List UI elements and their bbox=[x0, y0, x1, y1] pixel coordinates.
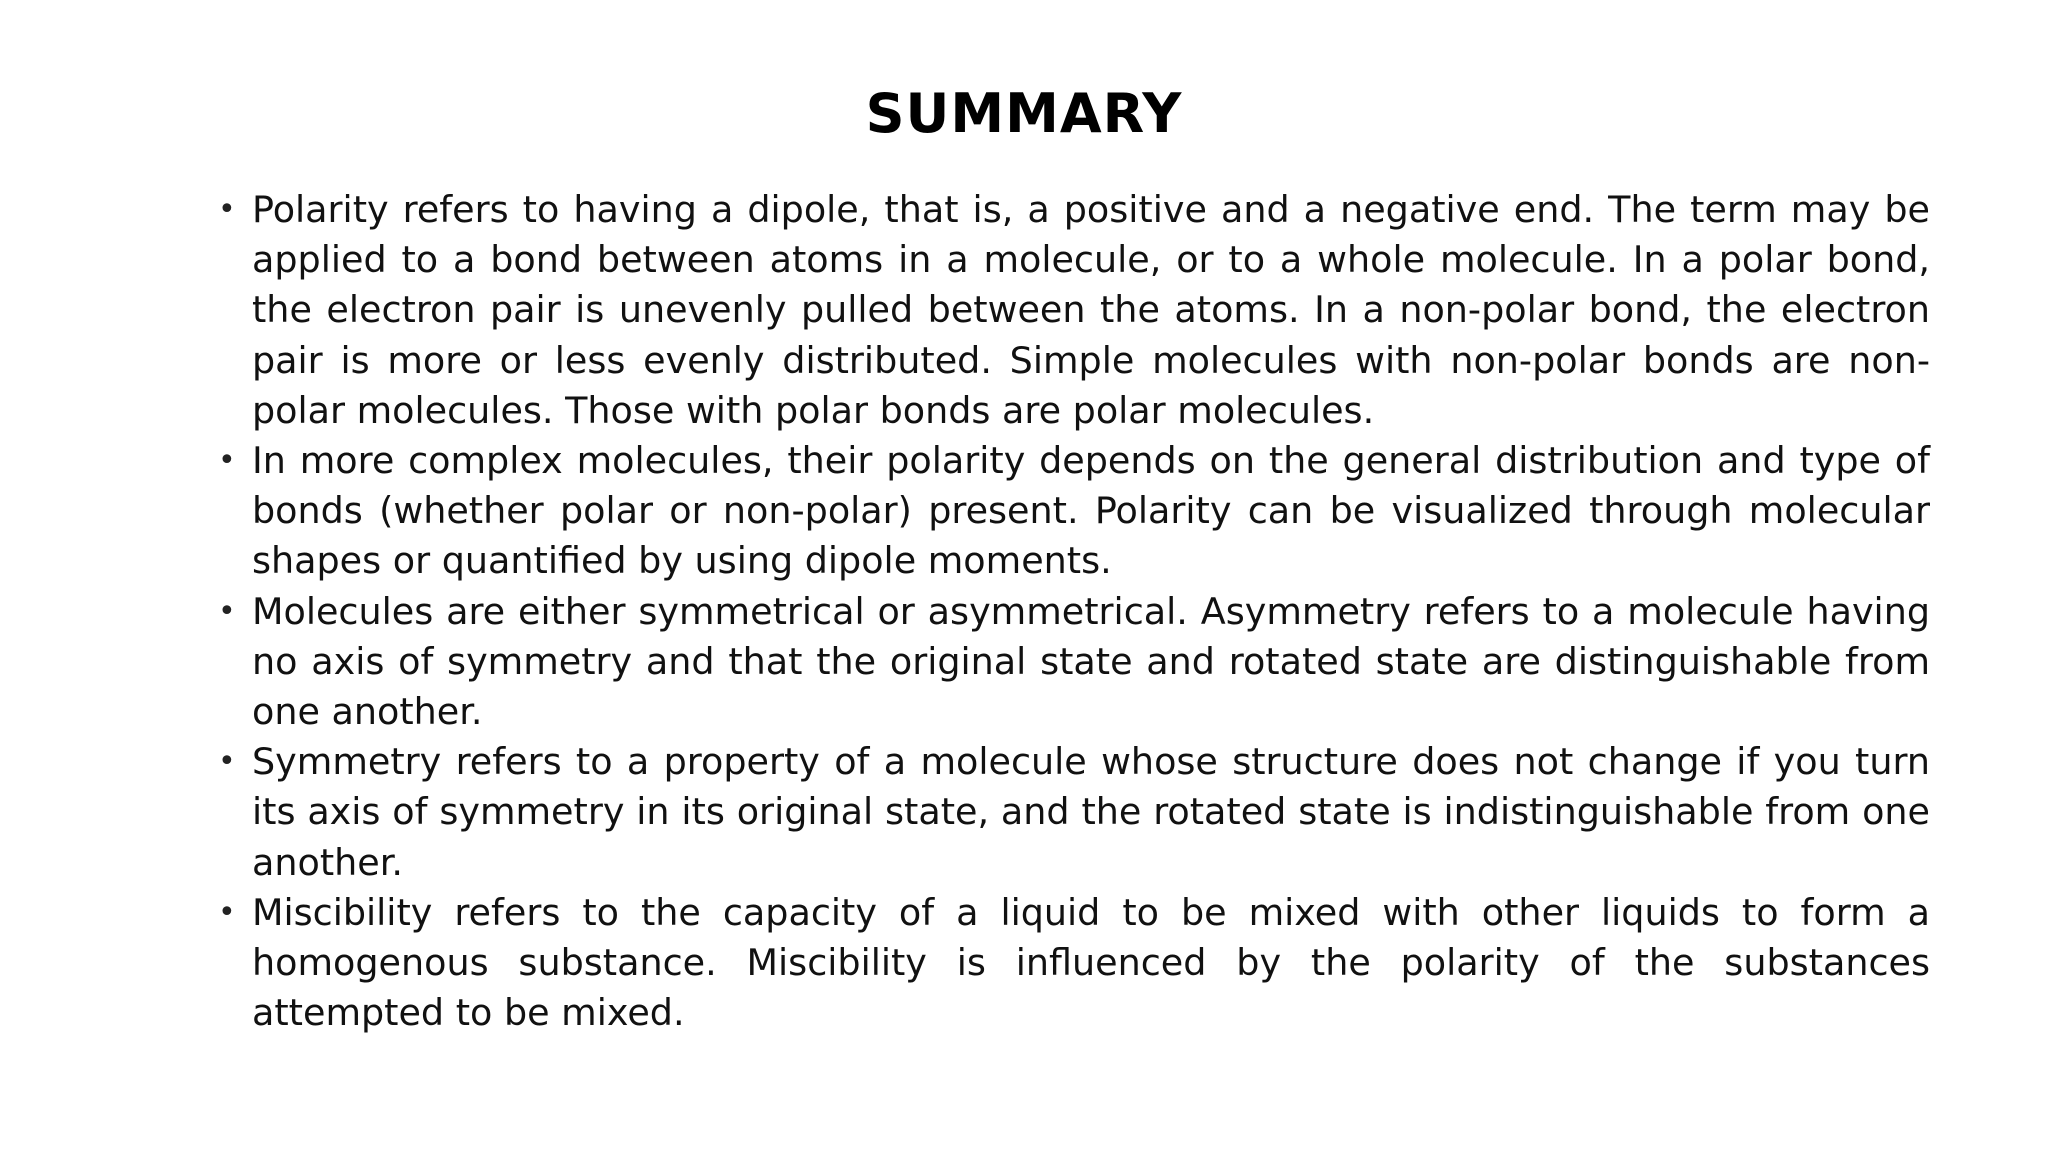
bullet-item-symmetry-definition bbox=[210, 737, 1930, 888]
bullet-marker: • bbox=[218, 593, 236, 629]
bullet-text: Symmetry refers to a property of a molecule whose structure does not change if you turn its axis of symmetry in its original state, and the rotated state is indistinguishable from one another. bbox=[252, 740, 1930, 884]
bullet-text: In more complex molecules, their polarity depends on the general distribution and type of bonds (whether polar or non-polar) present. Polarity can be visualized through molecular shapes or quantified by using dipole moments. bbox=[252, 439, 1930, 583]
bullet-marker: • bbox=[218, 894, 236, 930]
bullet-item-miscibility bbox=[210, 888, 1930, 1039]
bullet-item-polarity bbox=[210, 185, 1930, 436]
bullet-item-complex-molecules bbox=[210, 436, 1930, 587]
bullet-text: Polarity refers to having a dipole, that is, a positive and a negative end. The term may be applied to a bond between atoms in a molecule, or to a whole molecule. In a polar bond, the electron pair is unevenly pulled between the atoms. In a non-polar bond, the electron pair is more or less evenly distributed. Simple molecules with non-polar bonds are non-polar molecules. Those with polar bonds are polar molecules. bbox=[252, 188, 1930, 432]
bullet-marker: • bbox=[218, 443, 236, 479]
slide-title: SUMMARY bbox=[865, 82, 1183, 145]
bullet-item-symmetry-types bbox=[210, 587, 1930, 738]
bullet-text: Miscibility refers to the capacity of a liquid to be mixed with other liquids to form a homogenous substance. Miscibility is influenced by the polarity of the substances attempted to be mixed. bbox=[252, 890, 1930, 1035]
bullet-marker: • bbox=[218, 192, 236, 227]
summary-bullet-list bbox=[210, 185, 1930, 1038]
bullet-text: Molecules are either symmetrical or asymmetrical. Asymmetry refers to a molecule having no axis of symmetry and that the original state and rotated state are distinguishable from one another. bbox=[252, 589, 1930, 734]
bullet-marker: • bbox=[218, 744, 236, 780]
